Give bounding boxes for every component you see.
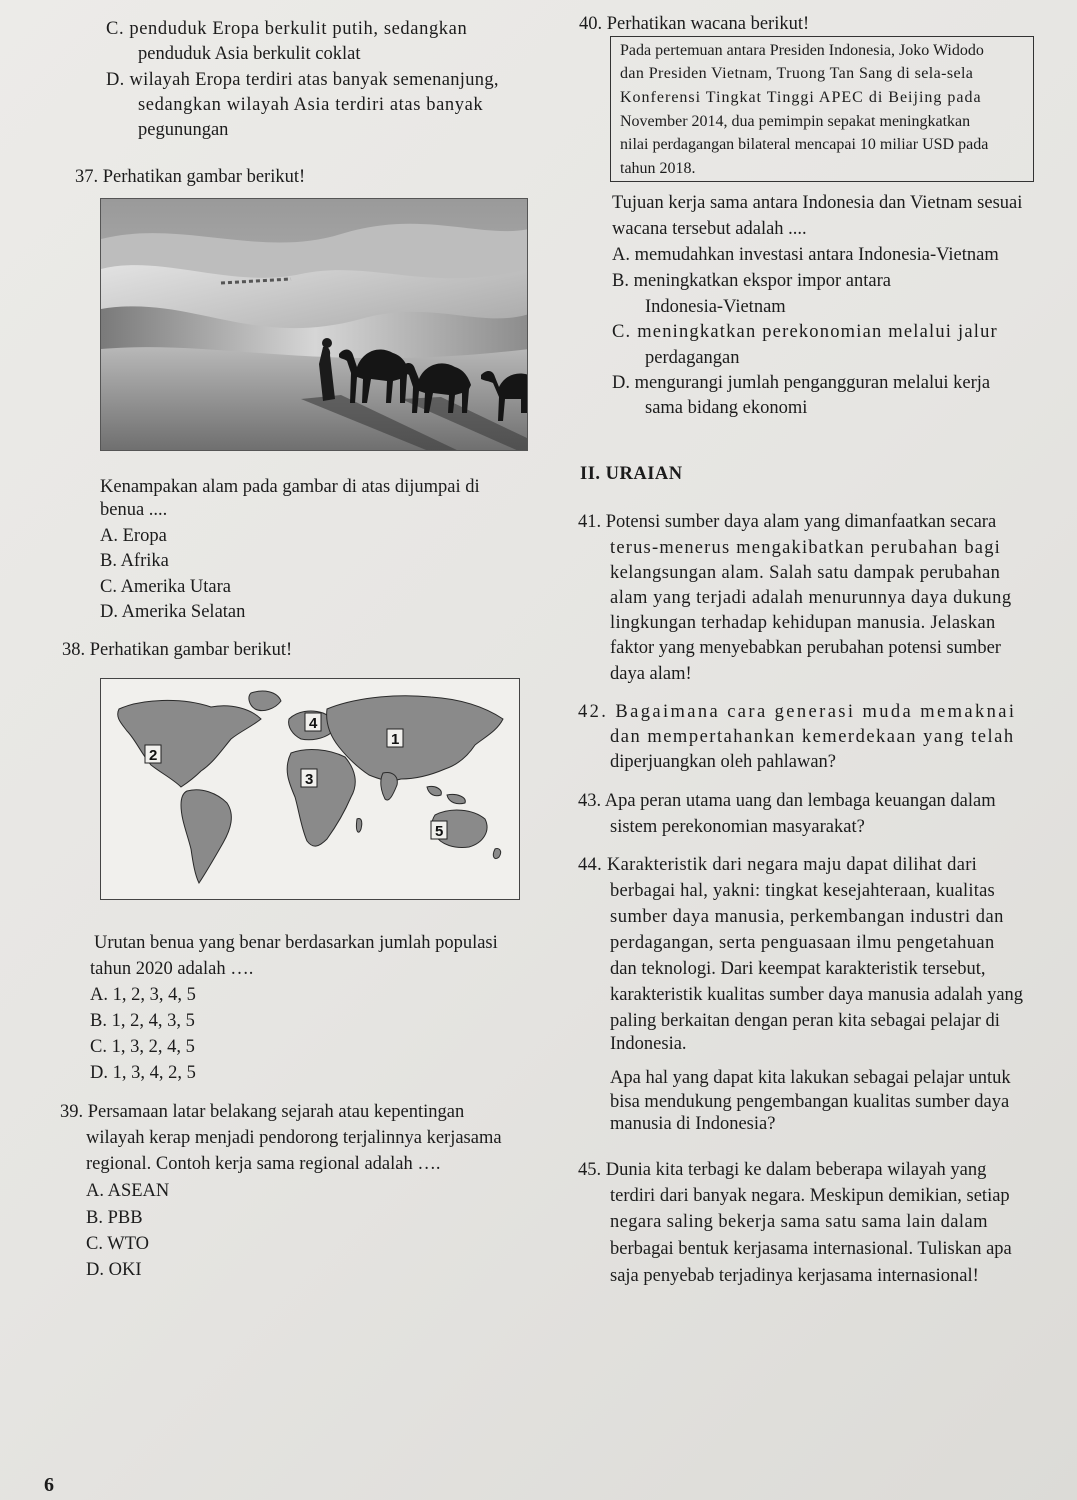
q41-line7: daya alam! bbox=[610, 664, 692, 684]
q38-stem-line1: Urutan benua yang benar berdasarkan jumlah populasi bbox=[94, 933, 498, 953]
q42-line3: diperjuangkan oleh pahlawan? bbox=[610, 752, 837, 772]
world-map-illustration bbox=[101, 679, 519, 899]
q36-option-c-line2: penduduk Asia berkulit coklat bbox=[138, 44, 361, 64]
q37-option-a: A. Eropa bbox=[100, 526, 167, 546]
q44-line3: sumber daya manusia, perkembangan industri dan bbox=[610, 907, 1004, 927]
q40-passage-line5: nilai perdagangan bilateral mencapai 10 miliar USD pada bbox=[620, 136, 989, 153]
q42-line1: 42. Bagaimana cara generasi muda memaknai bbox=[578, 702, 1017, 722]
q40-title: 40. Perhatikan wacana berikut! bbox=[579, 14, 810, 34]
q37-option-c: C. Amerika Utara bbox=[100, 577, 231, 597]
q44-line2: berbagai hal, yakni: tingkat kesejahteraan, kualitas bbox=[610, 881, 995, 901]
q40-stem-line2: wacana tersebut adalah .... bbox=[612, 219, 807, 239]
q38-option-d: D. 1, 3, 4, 2, 5 bbox=[90, 1063, 196, 1083]
q36-option-d-line2: sedangkan wilayah Asia terdiri atas banyak bbox=[138, 95, 484, 115]
q41-line5: lingkungan terhadap kehidupan manusia. Jelaskan bbox=[610, 613, 996, 633]
q38-stem-line2: tahun 2020 adalah …. bbox=[90, 959, 254, 979]
q40-passage-line1: Pada pertemuan antara Presiden Indonesia, Joko Widodo bbox=[620, 42, 984, 59]
q44-line4: perdagangan, serta penguasaan ilmu pengetahuan bbox=[610, 933, 995, 953]
map-label-3: 3 bbox=[305, 771, 314, 788]
q44-line9: Apa hal yang dapat kita lakukan sebagai pelajar untuk bbox=[610, 1068, 1011, 1088]
q41-line4: alam yang terjadi adalah menurunnya daya dukung bbox=[610, 588, 1012, 608]
q40-option-d-line1: D. mengurangi jumlah pengangguran melalui kerja bbox=[612, 373, 991, 393]
map-label-4: 4 bbox=[309, 715, 318, 732]
map-label-2: 2 bbox=[149, 747, 158, 764]
q45-line4: berbagai bentuk kerjasama internasional. Tuliskan apa bbox=[610, 1239, 1012, 1259]
map-label-1: 1 bbox=[391, 731, 400, 748]
q41-line1: 41. Potensi sumber daya alam yang dimanfaatkan secara bbox=[578, 512, 997, 532]
q40-passage-line6: tahun 2018. bbox=[620, 160, 696, 177]
q39-option-c: C. WTO bbox=[86, 1234, 150, 1254]
q39-stem-line2: wilayah kerap menjadi pendorong terjalinnya kerjasama bbox=[86, 1128, 502, 1148]
q37-option-b: B. Afrika bbox=[100, 551, 169, 571]
q38-title: 38. Perhatikan gambar berikut! bbox=[62, 640, 293, 660]
q40-passage-line4: November 2014, dua pemimpin sepakat meningkatkan bbox=[620, 113, 971, 130]
q39-option-d: D. OKI bbox=[86, 1260, 142, 1280]
q44-line6: karakteristik kualitas sumber daya manusia adalah yang bbox=[610, 985, 1024, 1005]
q39-stem-line3: regional. Contoh kerja sama regional adalah …. bbox=[86, 1154, 441, 1174]
q43-line1: 43. Apa peran utama uang dan lembaga keuangan dalam bbox=[578, 791, 996, 811]
q40-option-b-line1: B. meningkatkan ekspor impor antara bbox=[612, 271, 891, 291]
q40-passage-line3: Konferensi Tingkat Tinggi APEC di Beijing pada bbox=[620, 89, 982, 106]
section-uraian-title: II. URAIAN bbox=[580, 464, 683, 484]
world-map-figure bbox=[100, 678, 520, 900]
q43-line2: sistem perekonomian masyarakat? bbox=[610, 817, 865, 837]
q45-line2: terdiri dari banyak negara. Meskipun demikian, setiap bbox=[610, 1186, 1010, 1206]
q44-line11: manusia di Indonesia? bbox=[610, 1114, 776, 1134]
q42-line2: dan mempertahankan kemerdekaan yang telah bbox=[610, 727, 1015, 747]
q45-line3: negara saling bekerja sama satu sama lain dalam bbox=[610, 1212, 988, 1232]
q39-stem-line1: 39. Persamaan latar belakang sejarah atau kepentingan bbox=[60, 1102, 465, 1122]
q36-option-d-line3: pegunungan bbox=[138, 120, 229, 140]
q36-option-c-line1: C. penduduk Eropa berkulit putih, sedangkan bbox=[106, 19, 468, 39]
q36-option-d-line1: D. wilayah Eropa terdiri atas banyak semenanjung, bbox=[106, 70, 499, 90]
q37-stem-line1: Kenampakan alam pada gambar di atas dijumpai di bbox=[100, 477, 480, 497]
q44-line1: 44. Karakteristik dari negara maju dapat dilihat dari bbox=[578, 855, 978, 875]
q38-option-c: C. 1, 3, 2, 4, 5 bbox=[90, 1037, 195, 1057]
map-label-5: 5 bbox=[435, 823, 444, 840]
q37-title: 37. Perhatikan gambar berikut! bbox=[75, 167, 306, 187]
q44-line10: bisa mendukung pengembangan kualitas sumber daya bbox=[610, 1092, 1010, 1112]
q45-line5: saja penyebab terjadinya kerjasama internasional! bbox=[610, 1266, 979, 1286]
q40-option-b-line2: Indonesia-Vietnam bbox=[645, 297, 786, 317]
q40-option-d-line2: sama bidang ekonomi bbox=[645, 398, 808, 418]
q40-stem-line1: Tujuan kerja sama antara Indonesia dan Vietnam sesuai bbox=[612, 193, 1023, 213]
q45-line1: 45. Dunia kita terbagi ke dalam beberapa wilayah yang bbox=[578, 1160, 987, 1180]
q37-option-d: D. Amerika Selatan bbox=[100, 602, 246, 622]
q44-line8: Indonesia. bbox=[610, 1034, 687, 1054]
q40-option-a: A. memudahkan investasi antara Indonesia-Vietnam bbox=[612, 245, 999, 265]
q39-option-b: B. PBB bbox=[86, 1208, 143, 1228]
q44-line7: paling berkaitan dengan peran kita sebagai pelajar di bbox=[610, 1011, 1000, 1031]
q40-option-c-line1: C. meningkatkan perekonomian melalui jalur bbox=[612, 322, 998, 342]
page-number: 6 bbox=[44, 1474, 54, 1496]
q38-option-a: A. 1, 2, 3, 4, 5 bbox=[90, 985, 196, 1005]
q41-line3: kelangsungan alam. Salah satu dampak perubahan bbox=[610, 563, 1001, 583]
q40-option-c-line2: perdagangan bbox=[645, 348, 740, 368]
q40-passage-line2: dan Presiden Vietnam, Truong Tan Sang di sela-sela bbox=[620, 65, 974, 82]
desert-camel-illustration bbox=[101, 199, 528, 451]
desert-camel-photo bbox=[100, 198, 528, 451]
q39-option-a: A. ASEAN bbox=[86, 1181, 170, 1201]
q44-line5: dan teknologi. Dari keempat karakteristik tersebut, bbox=[610, 959, 986, 979]
q37-stem-line2: benua .... bbox=[100, 500, 168, 520]
q41-line2: terus-menerus mengakibatkan perubahan bagi bbox=[610, 538, 1001, 558]
q38-option-b: B. 1, 2, 4, 3, 5 bbox=[90, 1011, 195, 1031]
q41-line6: faktor yang menyebabkan perubahan potensi sumber bbox=[610, 638, 1001, 658]
